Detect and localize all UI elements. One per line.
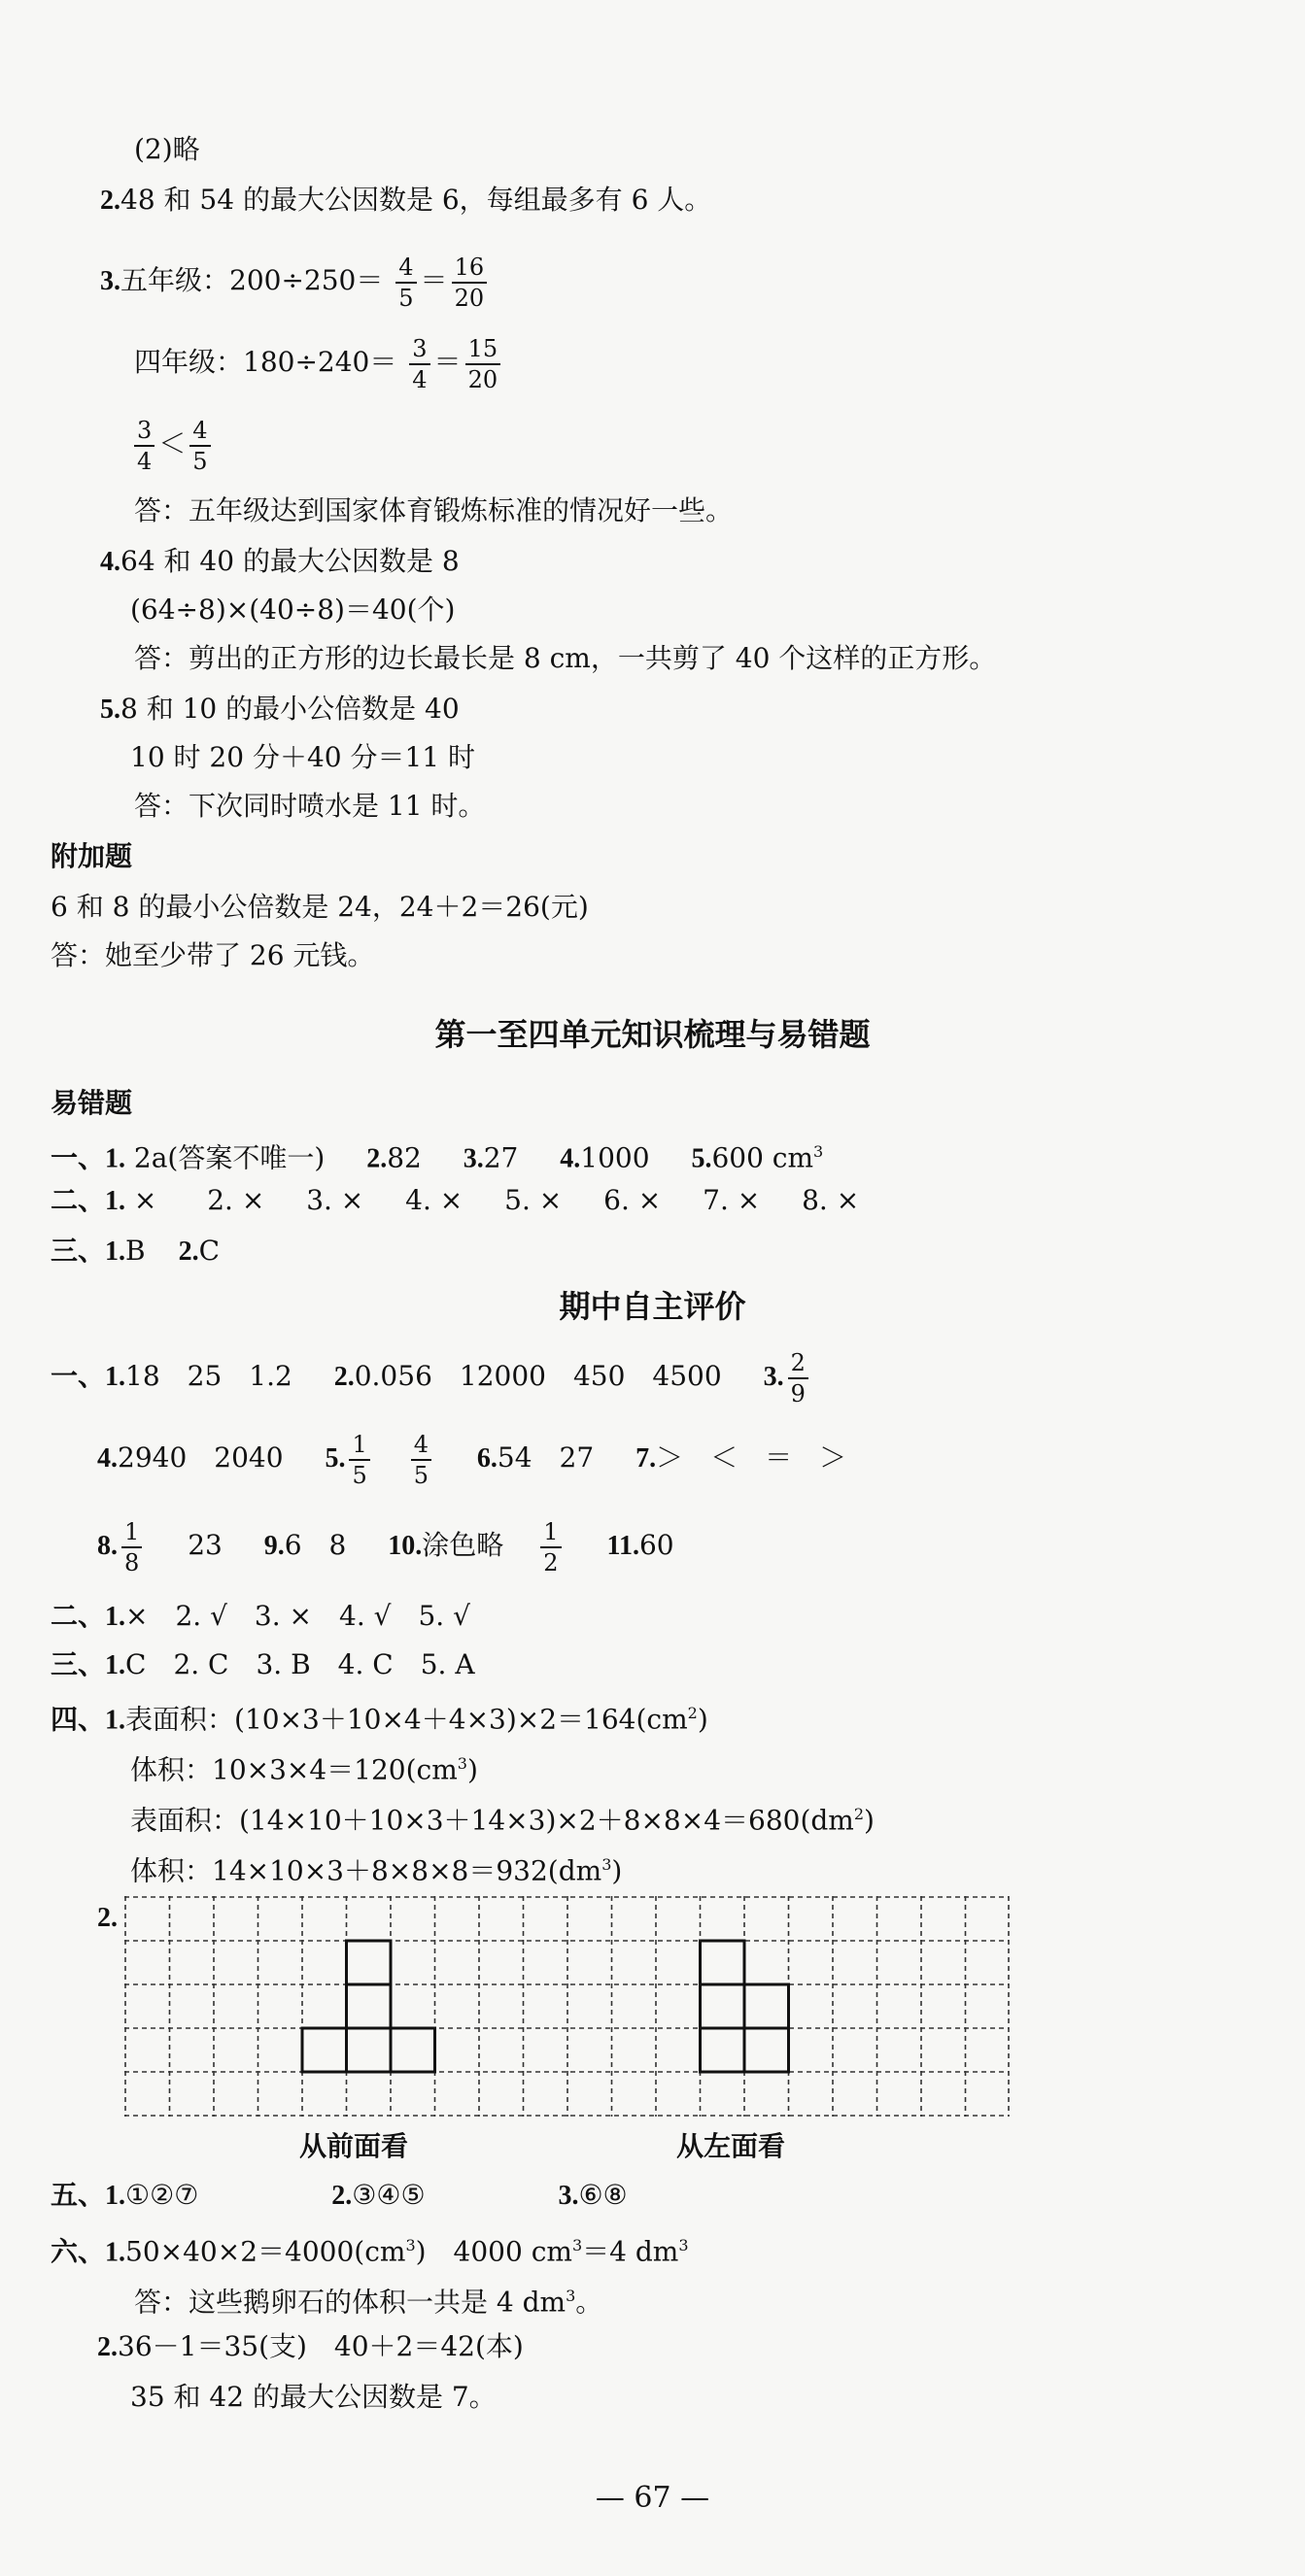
fraction: $\frac{4}{5}$ xyxy=(395,253,416,313)
answer-line: 4.2940 2040 5. $\frac{1}{5}$ $\frac{4}{5}$ 6.54 27 7.＞ ＜ ＝ ＞ xyxy=(97,1430,847,1489)
answer-line: 10 时 20 分＋40 分＝11 时 xyxy=(130,741,476,773)
fraction: $\frac{4}{5}$ xyxy=(411,1430,431,1490)
answer-line: 答：她至少带了 26 元钱。 xyxy=(51,939,375,971)
view-grid-diagram xyxy=(124,1896,1011,2119)
dashed-grid xyxy=(124,1896,1009,2117)
answer-line: 2.48 和 54 的最大公因数是 6，每组最多有 6 人。 xyxy=(100,184,712,216)
fraction: $\frac{4}{5}$ xyxy=(189,416,210,476)
page-number: — 67 — xyxy=(595,2481,710,2515)
front-view-shape xyxy=(302,1941,435,2072)
fraction: $\frac{15}{20}$ xyxy=(465,334,501,394)
fraction: $\frac{16}{20}$ xyxy=(452,253,488,313)
answer-line: 答：剪出的正方形的边长最长是 8 cm，一共剪了 40 个这样的正方形。 xyxy=(134,642,997,674)
fraction: $\frac{1}{8}$ xyxy=(121,1517,142,1577)
answer-line: 8. $\frac{1}{8}$ 23 9.6 8 10.涂色略 $\frac{1}{2}$ 11.60 xyxy=(97,1517,674,1576)
section-heading: 易错题 xyxy=(51,1087,133,1119)
fraction: $\frac{1}{2}$ xyxy=(540,1517,561,1577)
answer-line: 四、1.表面积：$(10\times 3+10\times 4+4\times 3)\times 2=164(cm^2)$ xyxy=(51,1703,708,1736)
answer-line: (64÷8)×(40÷8)＝40(个) xyxy=(130,593,456,626)
fraction: $\frac{3}{4}$ xyxy=(409,334,429,394)
page-title: 第一至四单元知识梳理与易错题 xyxy=(434,1016,871,1053)
answer-line: 3.五年级：200÷250＝ $\frac{4}{5}$ ＝ $\frac{16}{20}$ xyxy=(100,247,491,316)
page-title: 期中自主评价 xyxy=(559,1288,746,1325)
answer-line: 一、1. 2a(答案不唯一) 2.82 3.27 4.1000 5.600 $cm^3$ xyxy=(51,1141,824,1174)
answer-line: 三、1.C 2. C 3. B 4. C 5. A xyxy=(51,1648,475,1680)
answer-line: 2. xyxy=(97,1903,118,1933)
section-heading: 附加题 xyxy=(51,840,133,872)
answer-line: 答：下次同时喷水是 11 时。 xyxy=(134,790,486,822)
answer-line: 六、$1.50\times 40\times 2=4000(cm^3)$ 4000 $cm^3=4$ $dm^3$ xyxy=(51,2235,689,2268)
fraction: $\frac{3}{4}$ xyxy=(134,416,155,476)
answer-line: 35 和 42 的最大公因数是 7。 xyxy=(130,2381,497,2413)
answer-line: 一、1.18 25 1.2 2.0.056 12000 450 4500 3. $\frac{2}{9}$ xyxy=(51,1342,812,1411)
answer-line: 2.36－1＝35(支) 40＋2＝42(本) xyxy=(97,2330,524,2362)
answer-line: $\frac{3}{4}$ ＜ $\frac{4}{5}$ xyxy=(130,410,215,478)
answer-line: 答：五年级达到国家体育锻炼标准的情况好一些。 xyxy=(134,494,734,526)
answer-line: 二、1. × 2. × 3. × 4. × 5. × 6. × 7. × 8. × xyxy=(51,1184,860,1216)
answer-line: 5.8 和 10 的最小公倍数是 40 xyxy=(100,693,460,725)
answer-line: 四年级：180÷240＝ $\frac{3}{4}$ ＝ $\frac{15}{20}$ xyxy=(134,328,504,396)
answer-line: 表面积：$(14\times 10+10\times 3+14\times 3)\times 2+8\times 8\times 4=680(dm^2)$ xyxy=(130,1804,875,1837)
answer-line: 二、1.× 2. √ 3. × 4. √ 5. √ xyxy=(51,1600,470,1632)
caption-front-view: 从前面看 xyxy=(299,2130,409,2162)
answer-line: 6 和 8 的最小公倍数是 24，24＋2＝26(元) xyxy=(51,891,589,923)
left-view-shape xyxy=(701,1941,789,2072)
fraction: $\frac{2}{9}$ xyxy=(788,1348,808,1408)
caption-left-view: 从左面看 xyxy=(676,2130,786,2162)
answer-line: 答：这些鹅卵石的体积一共是 4 $dm^3$。 xyxy=(134,2286,603,2319)
answer-line: (2)略 xyxy=(134,133,200,165)
answer-line: 五、1.①②⑦ 2.③④⑤ 3.⑥⑧ xyxy=(51,2179,628,2211)
answer-line: 三、1.B 2.C xyxy=(51,1235,221,1267)
fraction: $\frac{1}{5}$ xyxy=(349,1430,369,1490)
answer-line: 4.64 和 40 的最大公因数是 8 xyxy=(100,545,460,577)
answer-line: 体积：$14\times 10\times 3+8\times 8\times 8=932(dm^3)$ xyxy=(130,1854,623,1887)
answer-line: 体积：$10\times 3\times 4=120(cm^3)$ xyxy=(130,1753,478,1786)
